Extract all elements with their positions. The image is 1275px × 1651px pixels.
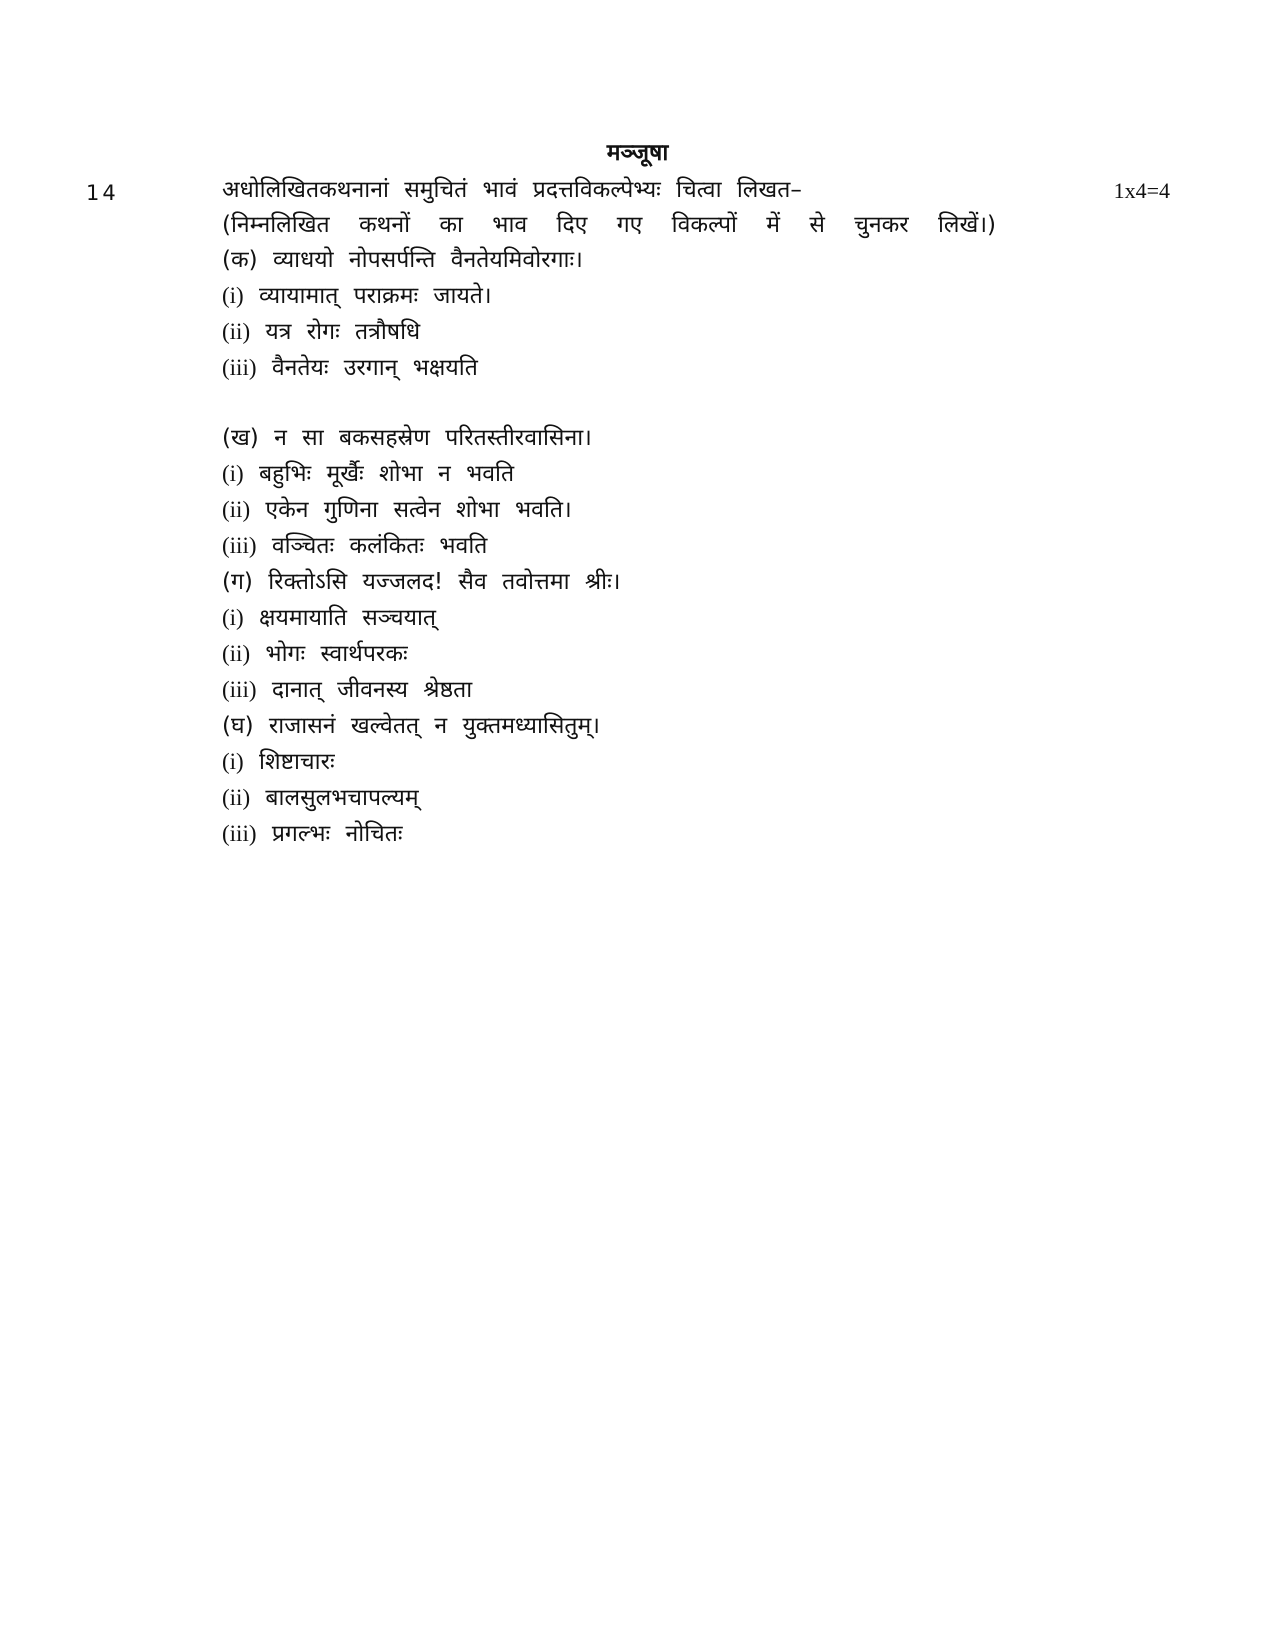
option-number: (i) (222, 749, 244, 774)
statement-text: रिक्तोऽसि यज्जलद! सैव तवोत्तमा श्रीः। (268, 569, 621, 595)
option-number: (iii) (222, 677, 257, 702)
spacer (222, 386, 1062, 420)
part-kha-statement (222, 420, 1062, 456)
option-text: बहुभिः मूर्खैः शोभा न भवति (259, 461, 515, 487)
option-number: (ii) (222, 319, 251, 344)
option (222, 278, 1062, 314)
option-text: यत्र रोगः तत्रौषधि (265, 319, 421, 345)
part-label: (ख) (222, 425, 259, 451)
part-label: (घ) (222, 713, 254, 739)
option-text: दानात् जीवनस्य श्रेष्ठता (271, 677, 473, 703)
section-heading: मञ्जूषा (606, 140, 669, 166)
part-label: (क) (222, 247, 258, 273)
option (222, 672, 1062, 708)
instruction-sanskrit: अधोलिखितकथनानां समुचितं भावं प्रदत्तविकल्पेभ्यः चित्वा लिखत– (222, 177, 802, 203)
option-number: (iii) (222, 533, 257, 558)
option (222, 350, 1062, 386)
statement-text: न सा बकसहस्रेण परितस्तीरवासिना। (274, 425, 592, 451)
option-text: व्यायामात् पराक्रमः जायते। (259, 283, 492, 309)
option-number: (iii) (222, 355, 257, 380)
instruction-hindi: (निम्नलिखित कथनों का भाव दिए गए विकल्पों में से चुनकर लिखें।) (222, 212, 997, 238)
option (222, 780, 1062, 816)
option (222, 600, 1062, 636)
option-number: (iii) (222, 821, 257, 846)
part-gha-statement (222, 708, 1062, 744)
option (222, 492, 1062, 528)
option-number: (i) (222, 283, 244, 308)
question-number: 14 (86, 181, 119, 205)
statement-text: राजासनं खल्वेतत् न युक्तमध्यासितुम्। (268, 713, 601, 739)
option-number: (i) (222, 461, 244, 486)
option-text: शिष्टाचारः (259, 749, 335, 775)
option-number: (ii) (222, 497, 251, 522)
option (222, 314, 1062, 350)
part-label: (ग) (222, 569, 253, 595)
option-text: भोगः स्वार्थपरकः (265, 641, 408, 667)
statement-text: व्याधयो नोपसर्पन्ति वैनतेयमिवोरगाः। (272, 247, 583, 273)
option-text: वैनतेयः उरगान् भक्षयति (271, 355, 478, 381)
part-ka-statement (222, 242, 1062, 278)
option-number: (i) (222, 605, 244, 630)
option-text: क्षयमायाति सञ्चयात् (259, 605, 437, 631)
option (222, 528, 1062, 564)
option-number: (ii) (222, 785, 251, 810)
option-text: प्रगल्भः नोचितः (271, 821, 403, 847)
part-ga-statement (222, 564, 1062, 600)
question-marks: 1x4=4 (1113, 178, 1170, 203)
option (222, 456, 1062, 492)
option (222, 816, 1062, 852)
option-text: बालसुलभचापल्यम् (265, 785, 419, 811)
question-body (222, 172, 1062, 852)
option (222, 744, 1062, 780)
option-text: वञ्चितः कलंकितः भवति (271, 533, 488, 559)
option-text: एकेन गुणिना सत्वेन शोभा भवति। (265, 497, 572, 523)
option-number: (ii) (222, 641, 251, 666)
option (222, 636, 1062, 672)
